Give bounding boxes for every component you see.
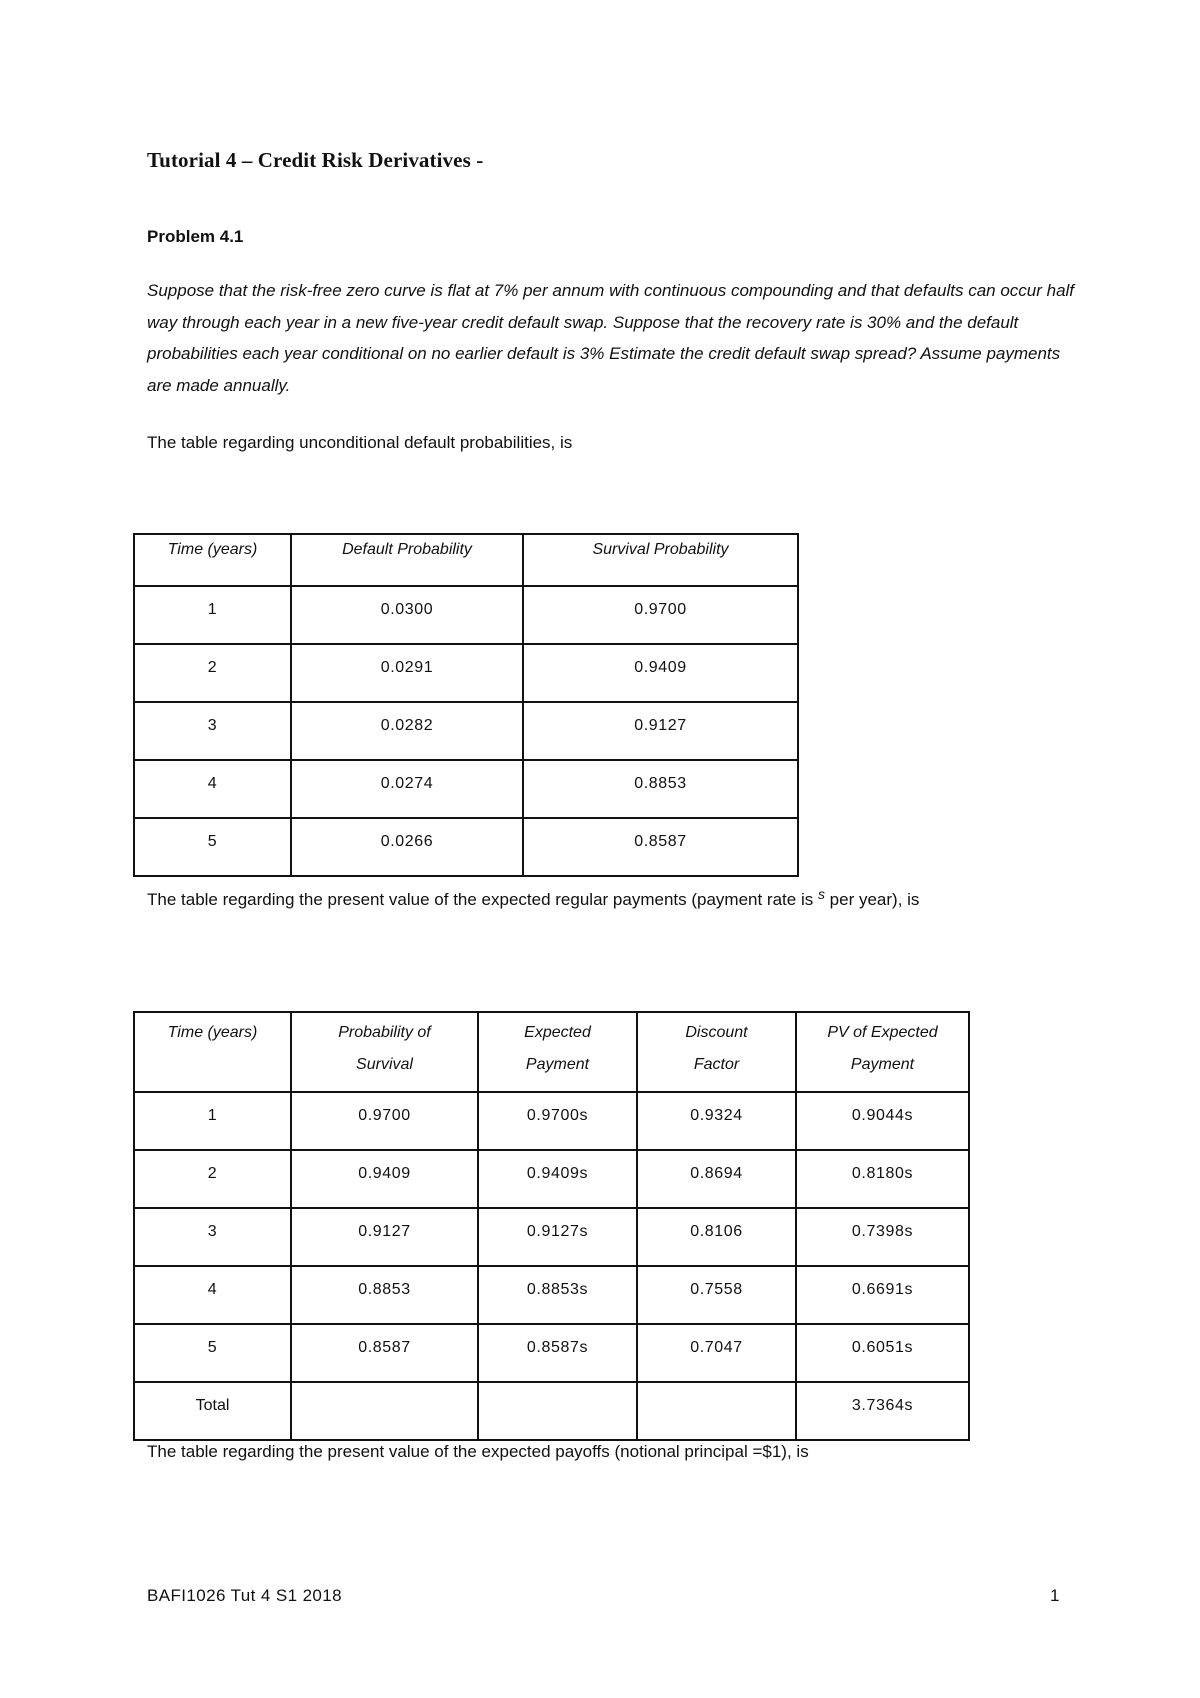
table-cell: 0.0282 (291, 702, 523, 760)
table-row (134, 1092, 969, 1150)
payments-table-intro (147, 884, 1047, 916)
payment-rate-symbol: s (817, 886, 825, 902)
column-header-line: Survival (356, 1056, 413, 1073)
footer-course-label: BAFI1026 Tut 4 S1 2018 (147, 1586, 342, 1605)
table-cell: 2 (134, 644, 291, 702)
table-row (134, 1208, 969, 1266)
table-cell: 0.9044s (796, 1092, 969, 1150)
table-row (134, 586, 798, 644)
payoffs-table-intro: The table regarding the present value of the expected payoffs (notional principal =$1), is (147, 1442, 809, 1461)
table-cell: 0.8587 (523, 818, 798, 876)
table-total-row (134, 1382, 969, 1440)
table-cell: 0.9700 (523, 586, 798, 644)
table-cell: 0.8180s (796, 1150, 969, 1208)
column-header: Default Probability (291, 534, 523, 586)
problem-heading: Problem 4.1 (147, 227, 244, 246)
column-header-line: Time (years) (167, 1024, 258, 1041)
table-row (134, 1324, 969, 1382)
table-cell: 0.8587 (291, 1324, 478, 1382)
table-cell: 0.0266 (291, 818, 523, 876)
payments-intro-text-end: per year), is (824, 890, 920, 909)
column-header-line: Payment (525, 1056, 590, 1073)
table-cell: 5 (134, 818, 291, 876)
payments-intro-text: The table regarding the present value of the expected regular payments (payment rate is (147, 890, 818, 909)
table-cell: 4 (134, 1266, 291, 1324)
column-header-line: Probability of (338, 1024, 431, 1041)
expected-payments-table (133, 1011, 970, 1441)
table-cell: 0.9127s (478, 1208, 637, 1266)
column-header (637, 1012, 796, 1092)
table-cell: 0.9409s (478, 1150, 637, 1208)
table-cell: 0.7558 (637, 1266, 796, 1324)
table-row (134, 1266, 969, 1324)
table-cell: 0.0291 (291, 644, 523, 702)
table-row (134, 702, 798, 760)
default-probability-table (133, 533, 799, 877)
column-header-line: PV of Expected (827, 1024, 938, 1041)
column-header: Time (years) (134, 534, 291, 586)
table-cell: 0.0300 (291, 586, 523, 644)
table-cell: 3 (134, 1208, 291, 1266)
table-cell: 0.9409 (291, 1150, 478, 1208)
table-cell: 1 (134, 1092, 291, 1150)
table-cell: 0.9700 (291, 1092, 478, 1150)
column-header: Survival Probability (523, 534, 798, 586)
table-cell: 2 (134, 1150, 291, 1208)
table-cell (637, 1382, 796, 1440)
table-header-row (134, 534, 798, 586)
table-cell: 0.8694 (637, 1150, 796, 1208)
table-cell: 0.8853s (478, 1266, 637, 1324)
column-header (478, 1012, 637, 1092)
table-cell: 3 (134, 702, 291, 760)
default-table-intro: The table regarding unconditional default probabilities, is (147, 433, 573, 452)
table-row (134, 1150, 969, 1208)
column-header-line: Factor (693, 1056, 740, 1073)
table-cell: 0.9127 (523, 702, 798, 760)
table-cell: 0.7047 (637, 1324, 796, 1382)
table-cell (478, 1382, 637, 1440)
table-row (134, 644, 798, 702)
column-header (291, 1012, 478, 1092)
table-cell: 0.8106 (637, 1208, 796, 1266)
table-cell: 0.8853 (523, 760, 798, 818)
table-header-row (134, 1012, 969, 1092)
problem-text: Suppose that the risk-free zero curve is flat at 7% per annum with continuous compounding and that defaults can occur half way through each year in a new five-year credit default swap. Suppose that the recovery rate is 30% and the default probabilities each year conditional on no earlier default is 3% Estimate the credit default swap spread? Assume payments are made annually. (147, 281, 1075, 395)
column-header-line: Payment (850, 1056, 915, 1073)
total-value: 3.7364s (796, 1382, 969, 1440)
total-label: Total (134, 1382, 291, 1440)
table-row (134, 818, 798, 876)
table-row (134, 760, 798, 818)
table-cell: 0.6691s (796, 1266, 969, 1324)
table-cell: 0.9409 (523, 644, 798, 702)
table-cell (291, 1382, 478, 1440)
table-cell: 0.7398s (796, 1208, 969, 1266)
column-header-line: Discount (685, 1024, 748, 1041)
page-title: Tutorial 4 – Credit Risk Derivatives - (147, 148, 484, 172)
table-cell: 0.9127 (291, 1208, 478, 1266)
table-cell: 4 (134, 760, 291, 818)
column-header (134, 1012, 291, 1092)
table-cell: 0.6051s (796, 1324, 969, 1382)
table-cell: 5 (134, 1324, 291, 1382)
table-cell: 0.0274 (291, 760, 523, 818)
table-cell: 1 (134, 586, 291, 644)
table-cell: 0.9700s (478, 1092, 637, 1150)
table-cell: 0.8853 (291, 1266, 478, 1324)
page-number: 1 (1050, 1586, 1060, 1605)
table-cell: 0.8587s (478, 1324, 637, 1382)
column-header-line: Expected (524, 1024, 591, 1041)
table-cell: 0.9324 (637, 1092, 796, 1150)
column-header (796, 1012, 969, 1092)
